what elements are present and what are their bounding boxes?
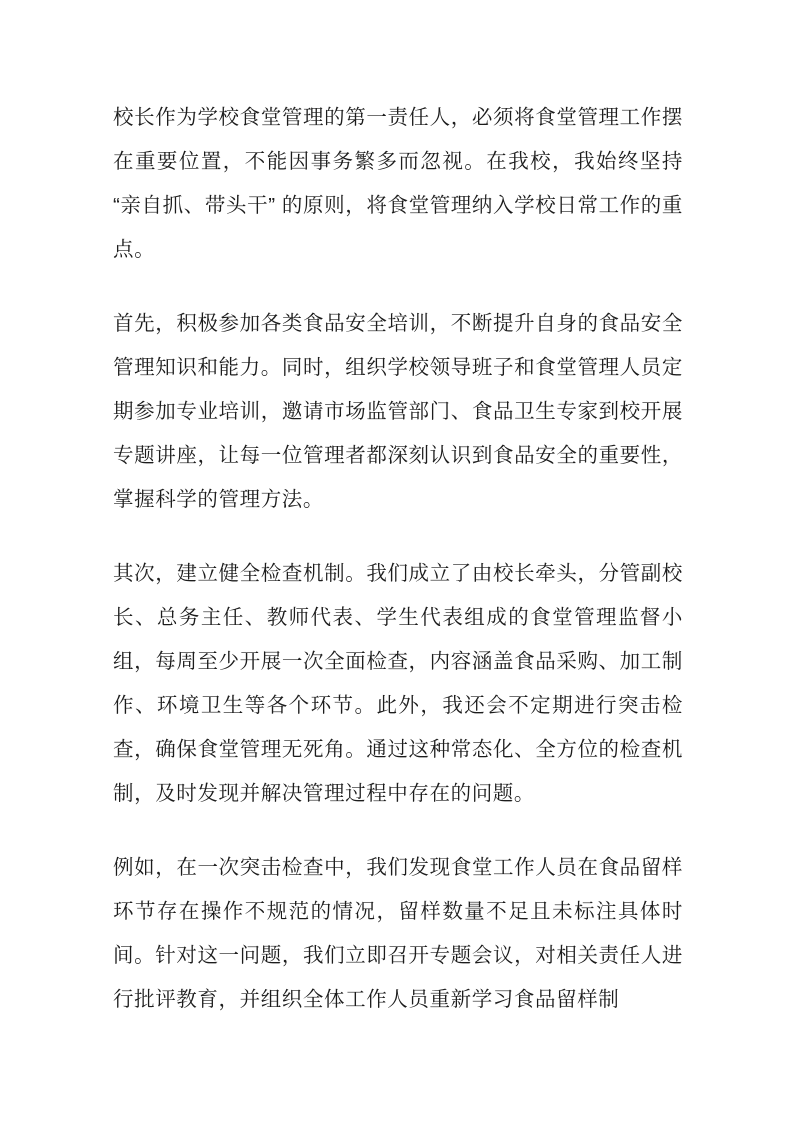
document-body: [113, 96, 683, 1022]
paragraph-4: 例如，在一次突击检查中，我们发现食堂工作人员在食品留样环节存在操作不规范的情况，留样数量不足且未标注具体时间。针对这一问题，我们立即召开专题会议，对相关责任人进行批评教育，并组织全体工作人员重新学习食品留样制: [113, 856, 683, 1011]
paragraph-2: 首先，积极参加各类食品安全培训，不断提升自身的食品安全管理知识和能力。同时，组织学校领导班子和食堂管理人员定期参加专业培训，邀请市场监管部门、食品卫生专家到校开展专题讲座，让每一位管理者都深刻认识到食品安全的重要性，掌握科学的管理方法。: [113, 312, 683, 511]
paragraph-1: 校长作为学校食堂管理的第一责任人，必须将食堂管理工作摆在重要位置，不能因事务繁多而忽视。在我校，我始终坚持 “亲自抓、带头干” 的原则，将食堂管理纳入学校日常工作的重点。: [113, 106, 683, 261]
paragraph-3: 其次，建立健全检查机制。我们成立了由校长牵头，分管副校长、总务主任、教师代表、学生代表组成的食堂管理监督小组，每周至少开展一次全面检查，内容涵盖食品采购、加工制作、环境卫生等各个环节。此外，我还会不定期进行突击检查，确保食堂管理无死角。通过这种常态化、全方位的检查机制，及时发现并解决管理过程中存在的问题。: [113, 562, 683, 805]
